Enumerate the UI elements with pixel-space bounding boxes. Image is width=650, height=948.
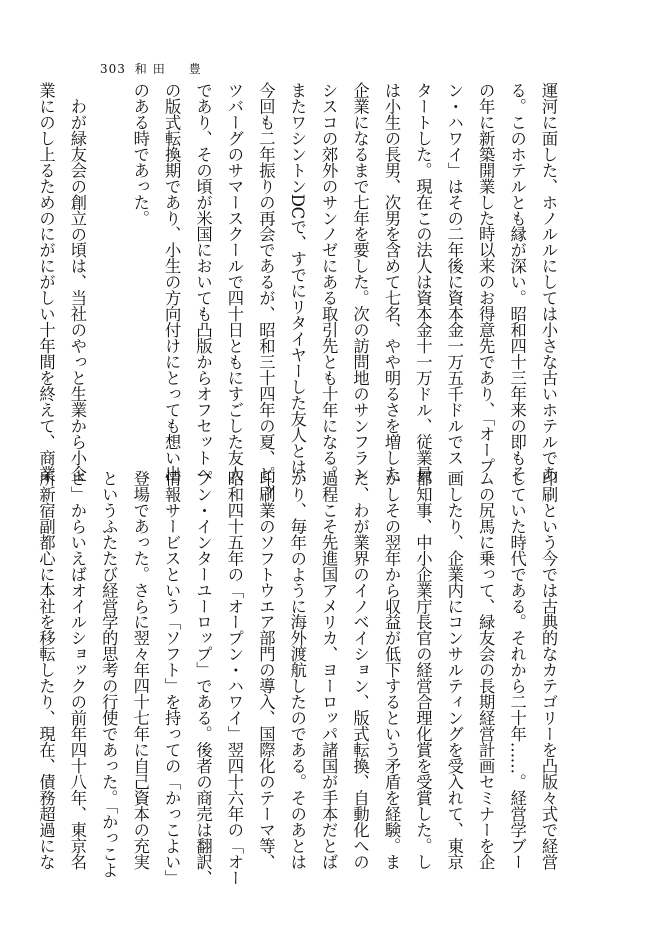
page-number: 303 (100, 62, 126, 76)
text-line: 登場であった。さらに翌々年四十七年に自己資本の充実 (130, 470, 150, 870)
page-header (100, 60, 207, 77)
text-line: の年に新築開業した時以来のお得意先であり、「オープ (476, 82, 496, 474)
text-line: タートした。現在この法人は資本金十一万ドル、従業員 (413, 82, 433, 482)
text-line: プン・インターユーロップ」である。後者の商売は翻訳、 (193, 470, 213, 886)
text-line: は小生の長男、次男を含めて七名、やや明るさを増した (381, 82, 401, 482)
text-line: ツバーグのサマースクールで四十日ともにすごした友人 (224, 82, 244, 482)
text-line: 画したり、企業内にコンサルティングを受入れて、東京 (444, 470, 464, 870)
text-line: 業にのし上るためのにがにがしい十年間を終えて、商業 (36, 82, 56, 482)
text-line: 印刷業のソフトウエア部門の導入、国際化のテーマ等、 (256, 470, 276, 870)
text-line: かり、毎年のように海外渡航したのである。そのあとは (287, 470, 307, 870)
text-line: さ」からいえばオイルショックの前年四十八年、東京名 (67, 470, 87, 870)
text-line: またワシントンDCで、すでにリタイヤーした友人とは、 (287, 82, 307, 491)
blank-line (93, 82, 124, 434)
text-line: 企業になるまで七年を要した。次の訪問地のサンフラン (350, 82, 370, 482)
text-line: のある時であった。 (130, 82, 150, 226)
text-line: 印刷という今では古典的なカテゴリーを凸版々式で経営 (539, 470, 558, 870)
text-line: ン・ハワイ」はその二年後に資本金一万五千ドルでス (444, 82, 464, 466)
text-line: 所新宿副都心に本社を移転したり、現在、債務超過にな (36, 470, 56, 870)
text-line: 今回も二年振りの再会であるが、昭和三十四年の夏、ピッ (256, 82, 276, 498)
text-line: た、わが業界のイノベイション、版式転換、自動化への (350, 470, 370, 870)
text-line: であり、その頃が米国においても凸版からオフセットへ (193, 82, 213, 482)
author-name: 和田 豊 (134, 62, 207, 76)
text-line: というふたたび経営学的思考の行使であった。「かっこよ (99, 470, 119, 878)
upper-text-block (36, 82, 564, 498)
text-line: る。このホテルとも縁が深い。昭和四十三年来の即もそ (507, 82, 527, 482)
text-line: シスコの郊外のサンノゼにある取引先とも十年になる。 (319, 82, 339, 482)
text-line: わが緑友会の創立の頃は、当社のやっと生業から小企 (67, 98, 87, 483)
text-line: 過程こそ先進国アメリカ、ヨーロッパ諸国が手本だとば (319, 470, 339, 870)
text-line: ムの尻馬に乗って、緑友会の長期経営計画セミナーを企 (476, 470, 496, 870)
text-line: 運河に面した、ホノルルにしては小さな古いホテルであ (539, 82, 558, 482)
lower-text-block (36, 470, 564, 886)
text-line: の版式転換期であり、小生の方向付けにとっても想い出 (162, 82, 182, 482)
text-line: かしその翌年から収益が低下するという矛盾を経験。ま (381, 470, 401, 870)
text-line: していた時代である。それから二十年……。経営学ブー (507, 470, 527, 870)
text-line: 情報サービスという「ソフト」を持っての「かっこよい」 (162, 470, 182, 886)
text-line: 昭和四十五年の「オープン・ハワイ」翌四十六年の「オー (224, 470, 244, 886)
text-line: 都知事、中小企業庁長官の経営合理化賞を受賞した。し (413, 470, 433, 870)
